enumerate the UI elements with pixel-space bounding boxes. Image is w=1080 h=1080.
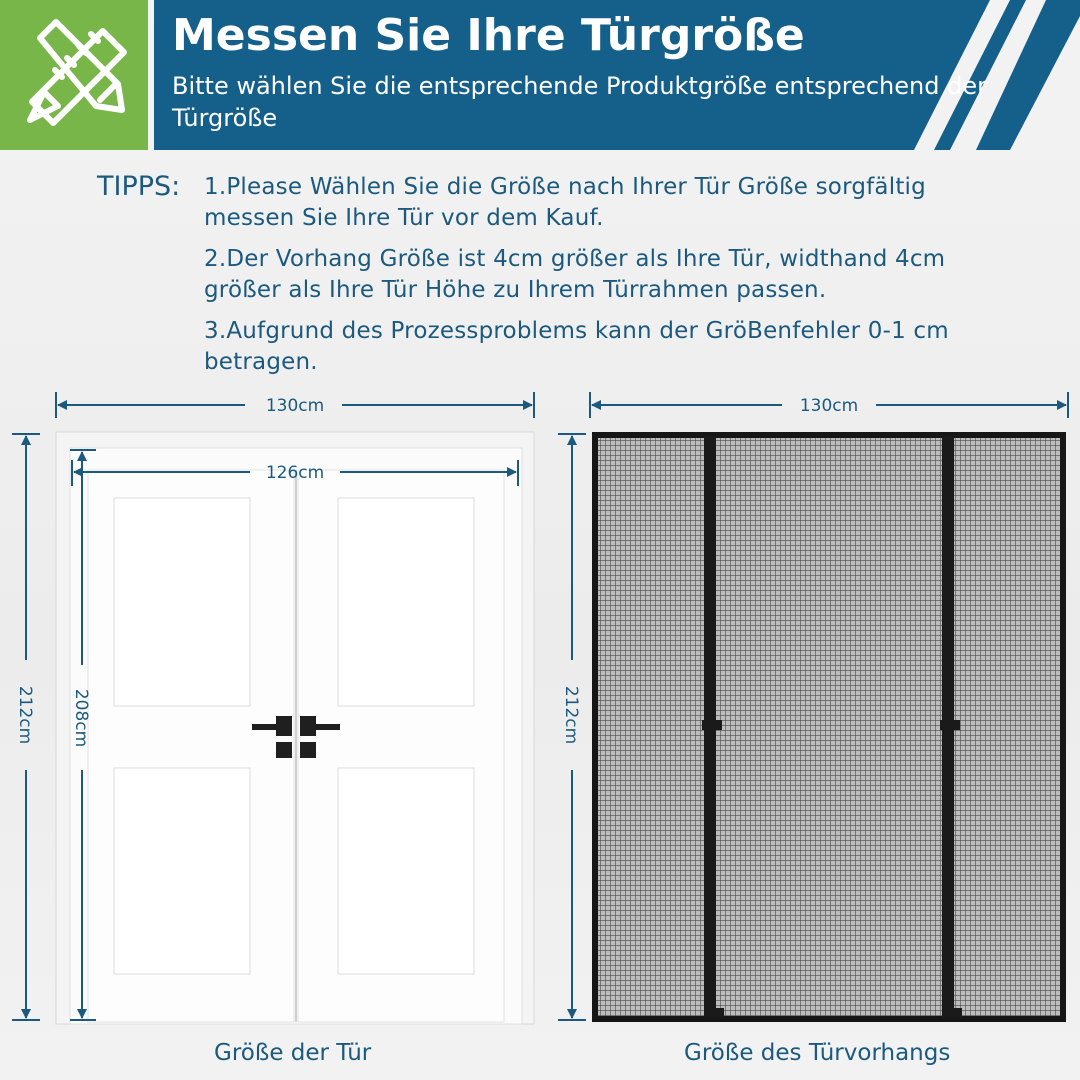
tips-label: TIPPS: [97,171,181,202]
curtain-height-dimension [558,434,586,1020]
door-inner-width-label: 126cm [265,463,325,483]
ruler-pencil-icon [0,0,148,150]
tip-item: 3.Aufgrund des Prozessproblems kann der GröBenfehler 0-1 cm betragen. [204,318,949,375]
door-outer-height-dimension [12,434,40,1020]
curtain-width-dimension [590,392,1068,418]
screen-curtain-illustration [592,432,1066,1022]
curtain-height-label: 212cm [561,685,581,745]
measurement-drawing [0,380,1080,1040]
curtain-caption: Größe des Türvorhangs [684,1040,951,1066]
curtain-width-label: 130cm [799,396,859,416]
door-inner-height-label: 208cm [71,688,91,748]
door-caption: Größe der Tür [214,1040,372,1066]
door-outer-width-dimension [56,392,534,418]
tip-item: 1.Please Wählen Sie die Größe nach Ihrer Tür Größe sorgfältig messen Sie Ihre Tür vor dem Kauf. [204,174,926,231]
door-outer-height-label: 212cm [15,685,35,745]
header-banner [0,0,1080,150]
page-title: Messen Sie Ihre Türgröße [172,10,805,61]
tip-item: 2.Der Vorhang Größe ist 4cm größer als Ihre Tür, widthand 4cm größer als Ihre Tür Höhe zu Ihrem Türrahmen passen. [204,246,946,303]
door-illustration [56,432,534,1024]
tips-list [204,172,1004,388]
page-subtitle: Bitte wählen Sie die entsprechende Produktgröße entsprechend der Türgröße [172,72,987,132]
door-outer-width-label: 130cm [265,396,325,416]
